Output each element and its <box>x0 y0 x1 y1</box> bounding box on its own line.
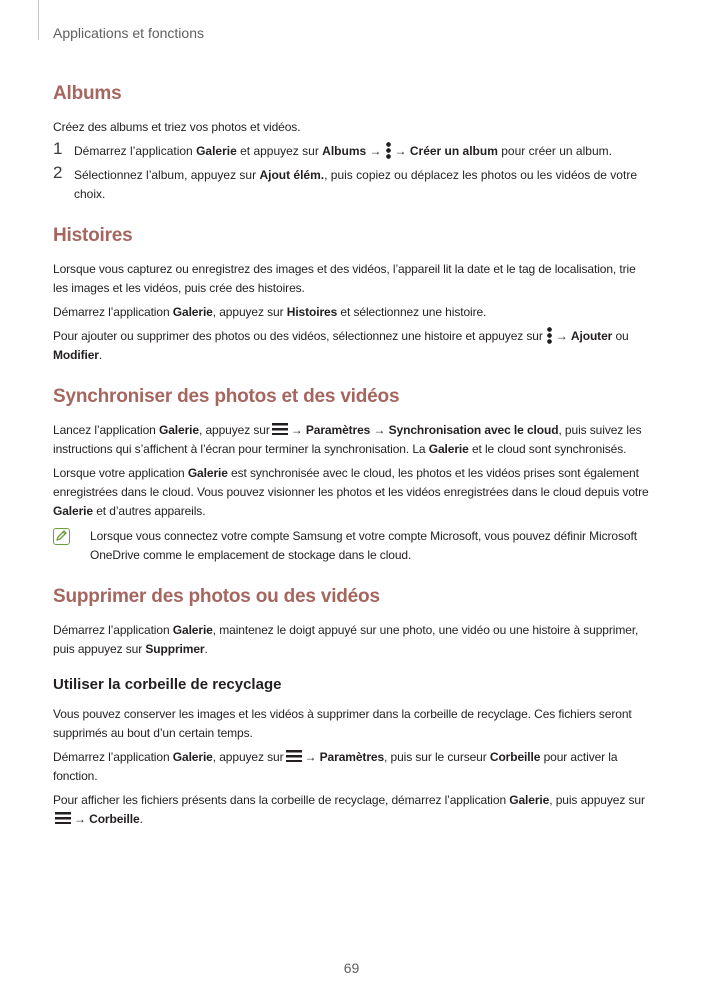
albums-step-2: 2 Sélectionnez l’album, appuyez sur Ajout élém., puis copiez ou déplacez les photos ou les vidéos de votre choix. <box>53 163 637 201</box>
header-rule <box>38 0 39 40</box>
supprimer-paragraph-1: Démarrez l’application Galerie, maintenez le doigt appuyé sur une photo, une vidéo ou une histoire à supprimer, puis appuyez sur Supprimer. <box>53 623 639 656</box>
section-histoires <box>53 224 653 365</box>
section-albums <box>53 82 653 204</box>
corbeille-paragraph-2: Démarrez l’application Galerie, appuyez sur → Paramètres, puis sur le curseur Corbeille pour activer la fonction. <box>53 750 618 783</box>
step-number: 2 <box>53 163 63 182</box>
section-corbeille <box>53 675 653 829</box>
corbeille-paragraph-3: Pour afficher les fichiers présents dans la corbeille de recyclage, démarrez l’application Galerie, puis appuyez sur→ Corbeille. <box>53 793 645 826</box>
section-supprimer <box>53 585 653 659</box>
menu-icon <box>286 750 302 762</box>
albums-step-1: 1 Démarrez l’application Galerie et appuyez sur Albums → → Créer un album pour créer un album. <box>53 139 612 158</box>
note-icon <box>53 528 70 545</box>
note-text: Lorsque vous connectez votre compte Samsung et votre compte Microsoft, vous pouvez définir Microsoft OneDrive comme le emplacement de stockage dans le cloud. <box>90 529 637 562</box>
section-title-histoires: Histoires <box>53 225 133 246</box>
subsection-title-corbeille: Utiliser la corbeille de recyclage <box>53 676 282 693</box>
page-header: Applications et fonctions <box>53 25 204 41</box>
sync-paragraph-1: Lancez l’application Galerie, appuyez sur → Paramètres → Synchronisation avec le cloud, puis suivez les instructions qui s’affichent à l’écran pour terminer la synchronisation. La Galerie et le cloud sont synchronisés. <box>53 423 642 456</box>
more-options-icon <box>386 142 391 159</box>
histoires-paragraph-3: Pour ajouter ou supprimer des photos ou des vidéos, sélectionnez une histoire et appuyez sur → Ajouter ou Modifier. <box>53 329 629 362</box>
section-title-albums: Albums <box>53 83 122 104</box>
section-synchroniser <box>53 385 653 565</box>
histoires-paragraph-2: Démarrez l’application Galerie, appuyez sur Histoires et sélectionnez une histoire. <box>53 305 487 319</box>
albums-intro: Créez des albums et triez vos photos et vidéos. <box>53 120 301 134</box>
note-box <box>53 527 653 565</box>
menu-icon <box>55 812 71 824</box>
sync-paragraph-2: Lorsque votre application Galerie est synchronisée avec le cloud, les photos et les vidéos prises sont également enregistrées dans le cloud. Vous pouvez visionner les photos et les vidéos enregistrées dans le cloud depuis votre Galerie et d’autres appareils. <box>53 466 649 518</box>
section-title-synchroniser: Synchroniser des photos et des vidéos <box>53 386 400 407</box>
corbeille-paragraph-1: Vous pouvez conserver les images et les vidéos à supprimer dans la corbeille de recyclage. Ces fichiers seront supprimés au bout d’un certain temps. <box>53 707 632 740</box>
albums-steps <box>53 139 653 204</box>
histoires-paragraph-1: Lorsque vous capturez ou enregistrez des images et des vidéos, l’appareil lit la date et le tag de localisation, trie les images et les vidéos, puis crée des histoires. <box>53 262 636 295</box>
more-options-icon <box>547 327 552 344</box>
page-number: 69 <box>343 960 360 976</box>
menu-icon <box>272 423 288 435</box>
step-number: 1 <box>53 139 63 158</box>
page-content <box>53 82 653 849</box>
section-title-supprimer: Supprimer des photos ou des vidéos <box>53 586 380 607</box>
